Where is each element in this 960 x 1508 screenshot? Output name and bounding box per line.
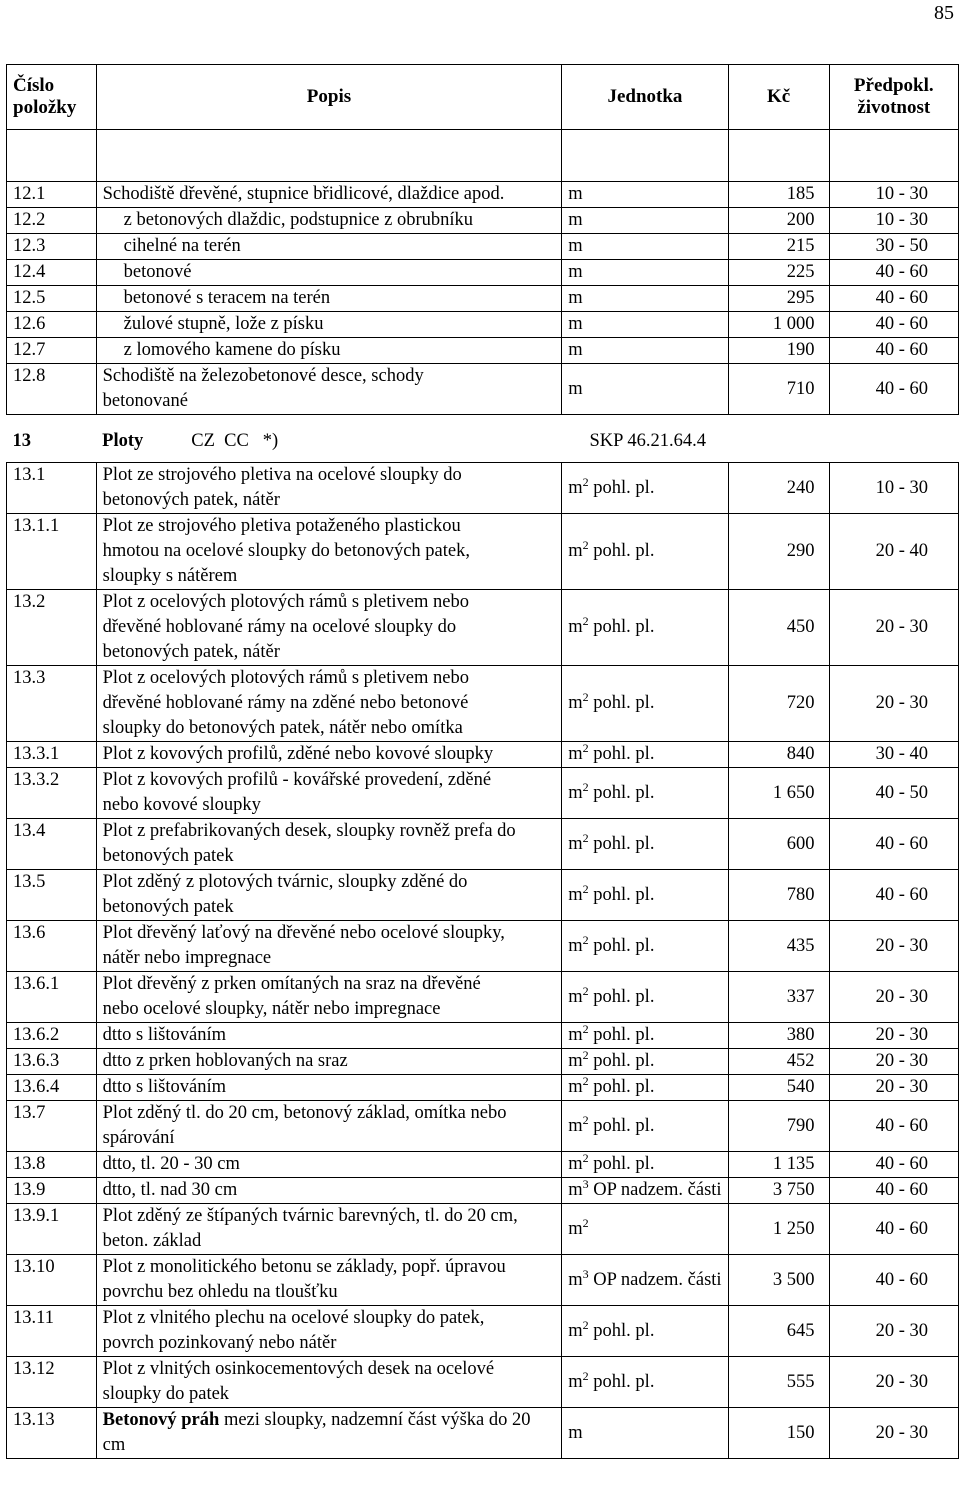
row-price: 225 <box>728 260 829 286</box>
row-unit: m <box>562 1408 728 1459</box>
row-desc: Plot z monolitického betonu se základy, popř. úpravou povrchu bez ohledu na tloušťku <box>96 1255 562 1306</box>
row-desc: Plot z prefabrikovaných desek, sloupky rovněž prefa do betonových patek <box>96 819 562 870</box>
row-life: 40 - 60 <box>829 819 958 870</box>
last-body <box>7 1408 959 1459</box>
row-price: 540 <box>728 1075 829 1101</box>
row-price: 780 <box>728 870 829 921</box>
unit-suffix: OP nadzem. části <box>588 1269 722 1290</box>
row-price: 3 750 <box>728 1178 829 1204</box>
row-unit <box>562 972 728 1023</box>
header-unit: Jednotka <box>562 65 728 130</box>
row-life: 20 - 30 <box>829 1357 958 1408</box>
table-row <box>7 819 959 870</box>
row-unit <box>562 666 728 742</box>
row-life: 20 - 30 <box>829 921 958 972</box>
row-life: 30 - 50 <box>829 234 958 260</box>
row-id: 12.6 <box>7 312 97 338</box>
row-price: 555 <box>728 1357 829 1408</box>
row-price: 790 <box>728 1101 829 1152</box>
row-unit <box>562 1152 728 1178</box>
header-id <box>7 65 97 130</box>
row-life: 40 - 60 <box>829 1152 958 1178</box>
row-desc: cihelné na terén <box>96 234 562 260</box>
row-price: 240 <box>728 463 829 514</box>
table-row <box>7 1306 959 1357</box>
row-desc: Plot zděný tl. do 20 cm, betonový základ, omítka nebo spárování <box>96 1101 562 1152</box>
table-row <box>7 1101 959 1152</box>
unit-exponent: 2 <box>582 689 589 704</box>
row-life: 40 - 60 <box>829 1178 958 1204</box>
row-desc-bold: Betonový práh <box>102 1410 220 1430</box>
unit-exponent: 2 <box>582 474 589 489</box>
row-desc: Plot z vlnitého plechu na ocelové sloupky do patek, povrch pozinkovaný nebo nátěr <box>96 1306 562 1357</box>
row-id: 12.2 <box>7 208 97 234</box>
table-row <box>7 590 959 666</box>
row-id: 13.6.4 <box>7 1075 97 1101</box>
unit-suffix: pohl. pl. <box>588 782 655 803</box>
unit-base: m <box>568 541 583 561</box>
table-row <box>7 1255 959 1306</box>
row-id: 13.9.1 <box>7 1204 97 1255</box>
unit-exponent: 2 <box>582 537 589 552</box>
row-id: 13.11 <box>7 1306 97 1357</box>
row-price: 295 <box>728 286 829 312</box>
table-row <box>7 1049 959 1075</box>
table-row <box>7 312 959 338</box>
unit-base: m <box>568 935 583 956</box>
unit-base: m <box>568 782 583 803</box>
row-desc: Plot ze strojového pletiva potaženého plastickou hmotou na ocelové sloupky do betonových patek, sloupky s nátěrem <box>96 514 562 590</box>
row-unit: m <box>562 286 728 312</box>
unit-base: m <box>568 1180 583 1200</box>
row-price: 200 <box>728 208 829 234</box>
row-price: 1 650 <box>728 768 829 819</box>
table-row <box>7 208 959 234</box>
row-life: 40 - 60 <box>829 1204 958 1255</box>
unit-suffix: pohl. pl. <box>588 617 655 637</box>
unit-suffix: pohl. pl. <box>588 1025 655 1045</box>
row-desc: žulové stupně, lože z písku <box>96 312 562 338</box>
header-desc: Popis <box>96 65 562 130</box>
row-unit <box>562 870 728 921</box>
table-row <box>7 1075 959 1101</box>
row-price: 3 500 <box>728 1255 829 1306</box>
table-row <box>7 870 959 921</box>
header-row <box>7 65 959 130</box>
table-row <box>7 463 959 514</box>
row-id: 13.6.1 <box>7 972 97 1023</box>
unit-base: m <box>568 1025 583 1045</box>
unit-exponent: 2 <box>582 1021 589 1036</box>
row-life: 40 - 60 <box>829 286 958 312</box>
row-life: 40 - 60 <box>829 1101 958 1152</box>
unit-exponent: 2 <box>582 983 589 998</box>
row-life: 20 - 40 <box>829 514 958 590</box>
row-price: 720 <box>728 666 829 742</box>
unit-suffix: pohl. pl. <box>588 1371 655 1392</box>
row-price: 1 250 <box>728 1204 829 1255</box>
row-unit: m <box>562 234 728 260</box>
row-unit <box>562 1255 728 1306</box>
unit-base: m <box>568 884 583 905</box>
row-price: 190 <box>728 338 829 364</box>
table-row <box>7 1152 959 1178</box>
row-desc: z betonových dlaždic, podstupnice z obrubníku <box>96 208 562 234</box>
row-unit <box>562 768 728 819</box>
row-id: 13.3.1 <box>7 742 97 768</box>
row-life: 10 - 30 <box>829 463 958 514</box>
unit-suffix: pohl. pl. <box>588 744 655 764</box>
row-desc: dtto, tl. 20 - 30 cm <box>96 1152 562 1178</box>
row-id: 13.7 <box>7 1101 97 1152</box>
row-desc: dtto s lištováním <box>96 1075 562 1101</box>
row-id: 12.7 <box>7 338 97 364</box>
unit-base: m <box>568 617 583 637</box>
row-price: 435 <box>728 921 829 972</box>
table-row <box>7 1357 959 1408</box>
row-id: 13.6 <box>7 921 97 972</box>
row-life: 40 - 60 <box>829 312 958 338</box>
row-desc: betonové <box>96 260 562 286</box>
row-desc: Plot z ocelových plotových rámů s pletivem nebo dřevěné hoblované rámy na zděné nebo betonové sloupky do betonových patek, nátěr nebo omítka <box>96 666 562 742</box>
table-row <box>7 768 959 819</box>
row-desc: Plot z kovových profilů, zděné nebo kovové sloupky <box>96 742 562 768</box>
row-unit <box>562 1049 728 1075</box>
unit-base: m <box>568 1371 583 1392</box>
row-life: 20 - 30 <box>829 972 958 1023</box>
row-price: 1 000 <box>728 312 829 338</box>
unit-suffix: pohl. pl. <box>588 986 655 1007</box>
row-life: 20 - 30 <box>829 1023 958 1049</box>
unit-base: m <box>568 1051 583 1071</box>
row-unit <box>562 1023 728 1049</box>
header-life <box>829 65 958 130</box>
unit-suffix: pohl. pl. <box>588 935 655 956</box>
section-13-body <box>7 463 959 1408</box>
row-desc: Schodiště dřevěné, stupnice břidlicové, dlaždice apod. <box>96 182 562 208</box>
unit-suffix: pohl. pl. <box>588 477 655 498</box>
unit-base: m <box>568 744 583 764</box>
table-row <box>7 286 959 312</box>
unit-base: m <box>568 1269 583 1290</box>
row-id: 13.6.2 <box>7 1023 97 1049</box>
row-life: 30 - 40 <box>829 742 958 768</box>
row-id: 12.5 <box>7 286 97 312</box>
unit-suffix: pohl. pl. <box>588 1051 655 1071</box>
row-id: 12.3 <box>7 234 97 260</box>
unit-exponent: 3 <box>582 1266 589 1281</box>
unit-exponent: 2 <box>582 932 589 947</box>
row-id: 13.4 <box>7 819 97 870</box>
row-life: 10 - 30 <box>829 182 958 208</box>
row-price: 710 <box>728 364 829 415</box>
row-id: 13.8 <box>7 1152 97 1178</box>
row-unit: m <box>562 260 728 286</box>
header-id-line2: položky <box>13 97 77 118</box>
row-life: 40 - 60 <box>829 364 958 415</box>
row-life: 40 - 60 <box>829 870 958 921</box>
table-row <box>7 972 959 1023</box>
row-unit <box>562 1306 728 1357</box>
row-price: 840 <box>728 742 829 768</box>
row-desc: dtto, tl. nad 30 cm <box>96 1178 562 1204</box>
row-price: 452 <box>728 1049 829 1075</box>
table-row <box>7 1204 959 1255</box>
unit-base: m <box>568 833 583 854</box>
spacer-row <box>7 130 959 182</box>
unit-suffix: pohl. pl. <box>588 1154 655 1174</box>
section-13-heading <box>7 415 959 463</box>
row-unit <box>562 463 728 514</box>
section-code: SKP 46.21.64.4 <box>589 431 707 451</box>
row-unit <box>562 819 728 870</box>
row-life: 20 - 30 <box>829 666 958 742</box>
row-id: 13.3 <box>7 666 97 742</box>
section-title-cell <box>96 415 728 463</box>
row-unit: m <box>562 338 728 364</box>
row-unit <box>562 742 728 768</box>
row-desc-rest: mezi sloupky, nadzemní část výška do 20 cm <box>102 1410 531 1455</box>
unit-exponent: 2 <box>582 1047 589 1062</box>
row-desc: dtto s lištováním <box>96 1023 562 1049</box>
row-id: 13.13 <box>7 1408 97 1459</box>
table-row <box>7 260 959 286</box>
row-life: 20 - 30 <box>829 590 958 666</box>
section-12-body <box>7 182 959 415</box>
row-desc: betonové s teracem na terén <box>96 286 562 312</box>
row-price: 380 <box>728 1023 829 1049</box>
unit-exponent: 2 <box>582 881 589 896</box>
row-desc: Schodiště na železobetonové desce, schody betonované <box>96 364 562 415</box>
section-norm: CZ CC *) <box>191 431 279 451</box>
section-title: Ploty <box>102 431 144 451</box>
unit-exponent: 2 <box>582 613 589 628</box>
row-desc: Plot ze strojového pletiva na ocelové sloupky do betonových patek, nátěr <box>96 463 562 514</box>
table-row <box>7 1178 959 1204</box>
unit-exponent: 2 <box>582 1368 589 1383</box>
unit-suffix: OP nadzem. části <box>588 1180 722 1200</box>
unit-exponent: 2 <box>582 779 589 794</box>
row-life: 40 - 50 <box>829 768 958 819</box>
table-row <box>7 514 959 590</box>
row-desc: Plot zděný z plotových tvárnic, sloupky zděné do betonových patek <box>96 870 562 921</box>
unit-base: m <box>568 1077 583 1097</box>
row-unit <box>562 1075 728 1101</box>
row-life: 40 - 60 <box>829 338 958 364</box>
row-life: 40 - 60 <box>829 1255 958 1306</box>
row-unit: m <box>562 364 728 415</box>
table-row <box>7 182 959 208</box>
row-life: 10 - 30 <box>829 208 958 234</box>
row-id: 13.1 <box>7 463 97 514</box>
row-id: 12.8 <box>7 364 97 415</box>
row-desc: Plot z ocelových plotových rámů s pletivem nebo dřevěné hoblované rámy na ocelové sloupky do betonových patek, nátěr <box>96 590 562 666</box>
row-desc <box>96 1408 562 1459</box>
unit-base: m <box>568 1218 583 1239</box>
row-desc: Plot dřevěný z prken omítaných na sraz na dřevěné nebo ocelové sloupky, nátěr nebo impregnace <box>96 972 562 1023</box>
unit-suffix: pohl. pl. <box>588 1320 655 1341</box>
unit-exponent: 2 <box>582 830 589 845</box>
row-price: 215 <box>728 234 829 260</box>
row-desc: Plot z kovových profilů - kovářské provedení, zděné nebo kovové sloupky <box>96 768 562 819</box>
row-unit: m <box>562 312 728 338</box>
price-table <box>6 64 959 1459</box>
header-life-line2: životnost <box>857 97 931 118</box>
section-number: 13 <box>12 431 31 451</box>
row-desc: Plot dřevěný laťový na dřevěné nebo ocelové sloupky, nátěr nebo impregnace <box>96 921 562 972</box>
row-id: 13.9 <box>7 1178 97 1204</box>
table-row <box>7 338 959 364</box>
unit-base: m <box>568 477 583 498</box>
row-id: 13.12 <box>7 1357 97 1408</box>
table-row <box>7 1408 959 1459</box>
row-unit <box>562 590 728 666</box>
row-id: 13.10 <box>7 1255 97 1306</box>
unit-suffix: pohl. pl. <box>588 884 655 905</box>
unit-suffix: pohl. pl. <box>588 693 655 713</box>
row-price: 600 <box>728 819 829 870</box>
row-unit: m <box>562 182 728 208</box>
unit-exponent: 2 <box>582 1317 589 1332</box>
table-row <box>7 1023 959 1049</box>
row-unit <box>562 1204 728 1255</box>
row-id: 12.4 <box>7 260 97 286</box>
unit-suffix: pohl. pl. <box>588 541 655 561</box>
row-desc: dtto z prken hoblovaných na sraz <box>96 1049 562 1075</box>
header-id-line1: Číslo <box>13 75 55 96</box>
unit-base: m <box>568 1320 583 1341</box>
row-desc: z lomového kamene do písku <box>96 338 562 364</box>
unit-base: m <box>568 1115 583 1136</box>
row-id: 13.2 <box>7 590 97 666</box>
unit-exponent: 3 <box>582 1176 589 1191</box>
unit-suffix: pohl. pl. <box>588 833 655 854</box>
row-unit <box>562 921 728 972</box>
row-desc: Plot zděný ze štípaných tvárnic barevných, tl. do 20 cm, beton. základ <box>96 1204 562 1255</box>
row-life: 40 - 60 <box>829 260 958 286</box>
row-life: 20 - 30 <box>829 1408 958 1459</box>
row-unit: m <box>562 208 728 234</box>
table-row <box>7 742 959 768</box>
row-id: 13.3.2 <box>7 768 97 819</box>
section-row <box>7 415 959 463</box>
unit-exponent: 2 <box>582 1150 589 1165</box>
header-life-line1: Předpokl. <box>853 75 934 96</box>
unit-base: m <box>568 693 583 713</box>
row-price: 645 <box>728 1306 829 1357</box>
row-price: 150 <box>728 1408 829 1459</box>
row-desc: Plot z vlnitých osinkocementových desek na ocelové sloupky do patek <box>96 1357 562 1408</box>
header-price: Kč <box>728 65 829 130</box>
row-id: 12.1 <box>7 182 97 208</box>
row-id: 13.6.3 <box>7 1049 97 1075</box>
row-id: 13.1.1 <box>7 514 97 590</box>
table-row <box>7 364 959 415</box>
row-unit <box>562 1101 728 1152</box>
unit-suffix: pohl. pl. <box>588 1115 655 1136</box>
unit-exponent: 2 <box>582 1112 589 1127</box>
row-life: 20 - 30 <box>829 1049 958 1075</box>
table-row <box>7 666 959 742</box>
row-life: 20 - 30 <box>829 1075 958 1101</box>
row-price: 450 <box>728 590 829 666</box>
row-id: 13.5 <box>7 870 97 921</box>
row-price: 185 <box>728 182 829 208</box>
page-number: 85 <box>934 2 954 24</box>
row-unit <box>562 514 728 590</box>
row-price: 1 135 <box>728 1152 829 1178</box>
unit-exponent: 2 <box>582 740 589 755</box>
row-price: 337 <box>728 972 829 1023</box>
row-price: 290 <box>728 514 829 590</box>
row-unit <box>562 1178 728 1204</box>
table-row <box>7 234 959 260</box>
unit-base: m <box>568 986 583 1007</box>
unit-exponent: 2 <box>582 1215 589 1230</box>
unit-exponent: 2 <box>582 1073 589 1088</box>
table-row <box>7 921 959 972</box>
row-unit <box>562 1357 728 1408</box>
row-life: 20 - 30 <box>829 1306 958 1357</box>
unit-suffix: pohl. pl. <box>588 1077 655 1097</box>
unit-base: m <box>568 1154 583 1174</box>
